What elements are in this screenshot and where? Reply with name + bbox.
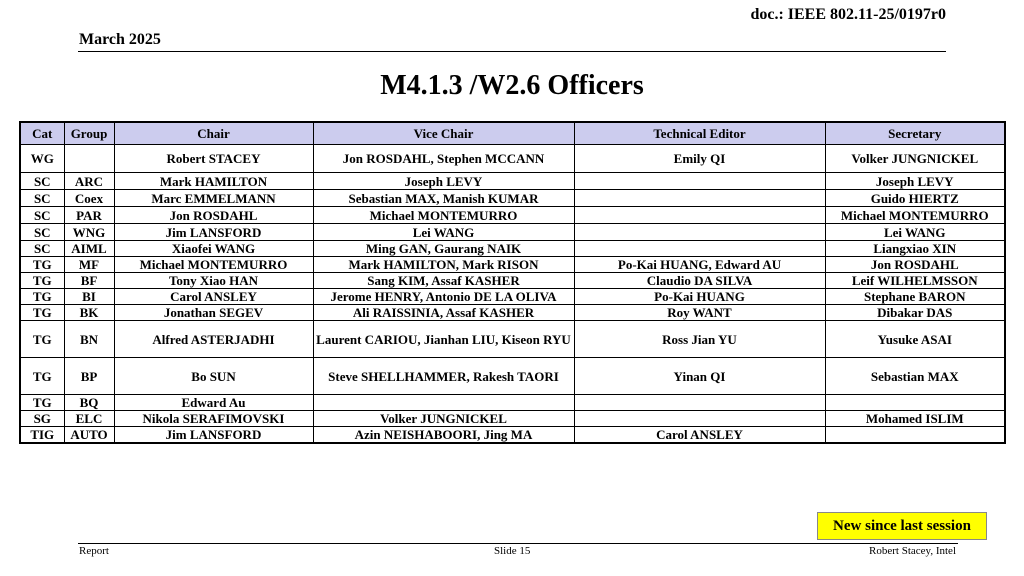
cell-chair: Carol ANSLEY [114,289,313,305]
cell-group: PAR [64,207,114,224]
cell-group: BQ [64,395,114,411]
cell-chair: Bo SUN [114,358,313,395]
cell-vice-chair: Jon ROSDAHL, Stephen MCCANN [313,145,574,173]
cell-vice-chair: Sebastian MAX, Manish KUMAR [313,190,574,207]
cell-cat: SC [20,190,64,207]
cell-vice-chair: Joseph LEVY [313,173,574,190]
cell-cat: SC [20,241,64,257]
cell-cat: TG [20,273,64,289]
cell-technical-editor [574,207,825,224]
cell-cat: TG [20,289,64,305]
cell-chair: Michael MONTEMURRO [114,257,313,273]
cell-vice-chair: Ali RAISSINIA, Assaf KASHER [313,305,574,321]
column-header-vice-chair: Vice Chair [313,122,574,145]
table-row [20,257,1005,273]
cell-secretary: Yusuke ASAI [825,321,1005,358]
cell-cat: TG [20,395,64,411]
cell-secretary: Leif WILHELMSSON [825,273,1005,289]
cell-cat: TG [20,358,64,395]
table-row [20,358,1005,395]
slide-number: Slide 15 [494,545,531,557]
cell-cat: TG [20,321,64,358]
cell-group: MF [64,257,114,273]
cell-technical-editor: Claudio DA SILVA [574,273,825,289]
cell-group: AUTO [64,427,114,444]
cell-secretary: Lei WANG [825,224,1005,241]
table-row [20,241,1005,257]
cell-cat: SC [20,173,64,190]
table-row [20,321,1005,358]
cell-secretary: Michael MONTEMURRO [825,207,1005,224]
cell-vice-chair: Ming GAN, Gaurang NAIK [313,241,574,257]
cell-vice-chair: Mark HAMILTON, Mark RISON [313,257,574,273]
cell-group: BN [64,321,114,358]
slide-title: M4.1.3 /W2.6 Officers [380,70,644,101]
cell-technical-editor: Yinan QI [574,358,825,395]
column-header-chair: Chair [114,122,313,145]
column-header-technical-editor: Technical Editor [574,122,825,145]
cell-chair: Jon ROSDAHL [114,207,313,224]
cell-group: BK [64,305,114,321]
cell-chair: Jim LANSFORD [114,224,313,241]
cell-cat: TG [20,305,64,321]
cell-technical-editor [574,190,825,207]
cell-chair: Xiaofei WANG [114,241,313,257]
cell-technical-editor [574,241,825,257]
cell-secretary: Guido HIERTZ [825,190,1005,207]
cell-vice-chair: Lei WANG [313,224,574,241]
cell-secretary: Joseph LEVY [825,173,1005,190]
cell-chair: Tony Xiao HAN [114,273,313,289]
table-row [20,145,1005,173]
cell-secretary: Volker JUNGNICKEL [825,145,1005,173]
cell-group: BI [64,289,114,305]
table-header-row [20,122,1005,145]
footer-author: Robert Stacey, Intel [869,545,956,557]
cell-group: ARC [64,173,114,190]
cell-secretary: Dibakar DAS [825,305,1005,321]
cell-cat: SC [20,224,64,241]
cell-vice-chair: Steve SHELLHAMMER, Rakesh TAORI [313,358,574,395]
cell-vice-chair [313,395,574,411]
table-row [20,273,1005,289]
document-id: doc.: IEEE 802.11-25/0197r0 [750,6,946,23]
column-header-group: Group [64,122,114,145]
cell-chair: Jonathan SEGEV [114,305,313,321]
cell-chair: Edward Au [114,395,313,411]
footer-left: Report [79,545,109,557]
new-since-last-session-legend: New since last session [817,512,987,540]
cell-group [64,145,114,173]
cell-secretary [825,395,1005,411]
cell-secretary: Stephane BARON [825,289,1005,305]
cell-cat: TG [20,257,64,273]
cell-group: BP [64,358,114,395]
cell-group: AIML [64,241,114,257]
cell-technical-editor [574,395,825,411]
cell-chair: Alfred ASTERJADHI [114,321,313,358]
cell-vice-chair: Laurent CARIOU, Jianhan LIU, Kiseon RYU [313,321,574,358]
cell-group: ELC [64,411,114,427]
cell-vice-chair: Michael MONTEMURRO [313,207,574,224]
footer-divider [78,543,958,544]
document-date: March 2025 [79,31,161,48]
table-row [20,224,1005,241]
cell-chair: Robert STACEY [114,145,313,173]
cell-secretary: Liangxiao XIN [825,241,1005,257]
cell-cat: SG [20,411,64,427]
cell-chair: Mark HAMILTON [114,173,313,190]
cell-secretary: Jon ROSDAHL [825,257,1005,273]
cell-group: BF [64,273,114,289]
cell-group: Coex [64,190,114,207]
table-row [20,173,1005,190]
cell-technical-editor: Po-Kai HUANG, Edward AU [574,257,825,273]
table-row [20,395,1005,411]
cell-chair: Nikola SERAFIMOVSKI [114,411,313,427]
header-divider [78,51,946,52]
cell-technical-editor: Emily QI [574,145,825,173]
cell-chair: Marc EMMELMANN [114,190,313,207]
cell-cat: SC [20,207,64,224]
table-row [20,190,1005,207]
cell-vice-chair: Sang KIM, Assaf KASHER [313,273,574,289]
cell-vice-chair: Volker JUNGNICKEL [313,411,574,427]
cell-chair: Jim LANSFORD [114,427,313,444]
cell-secretary: Mohamed ISLIM [825,411,1005,427]
column-header-secretary: Secretary [825,122,1005,145]
table-row [20,305,1005,321]
cell-technical-editor [574,411,825,427]
cell-cat: TIG [20,427,64,444]
column-header-cat: Cat [20,122,64,145]
table-row [20,289,1005,305]
cell-technical-editor: Po-Kai HUANG [574,289,825,305]
cell-vice-chair: Jerome HENRY, Antonio DE LA OLIVA [313,289,574,305]
table-row [20,411,1005,427]
cell-cat: WG [20,145,64,173]
cell-technical-editor: Roy WANT [574,305,825,321]
officers-table [19,121,1006,444]
table-row [20,427,1005,444]
cell-technical-editor: Carol ANSLEY [574,427,825,444]
cell-technical-editor [574,224,825,241]
cell-vice-chair: Azin NEISHABOORI, Jing MA [313,427,574,444]
cell-secretary: Sebastian MAX [825,358,1005,395]
cell-technical-editor [574,173,825,190]
table-row [20,207,1005,224]
cell-secretary [825,427,1005,444]
cell-group: WNG [64,224,114,241]
cell-technical-editor: Ross Jian YU [574,321,825,358]
